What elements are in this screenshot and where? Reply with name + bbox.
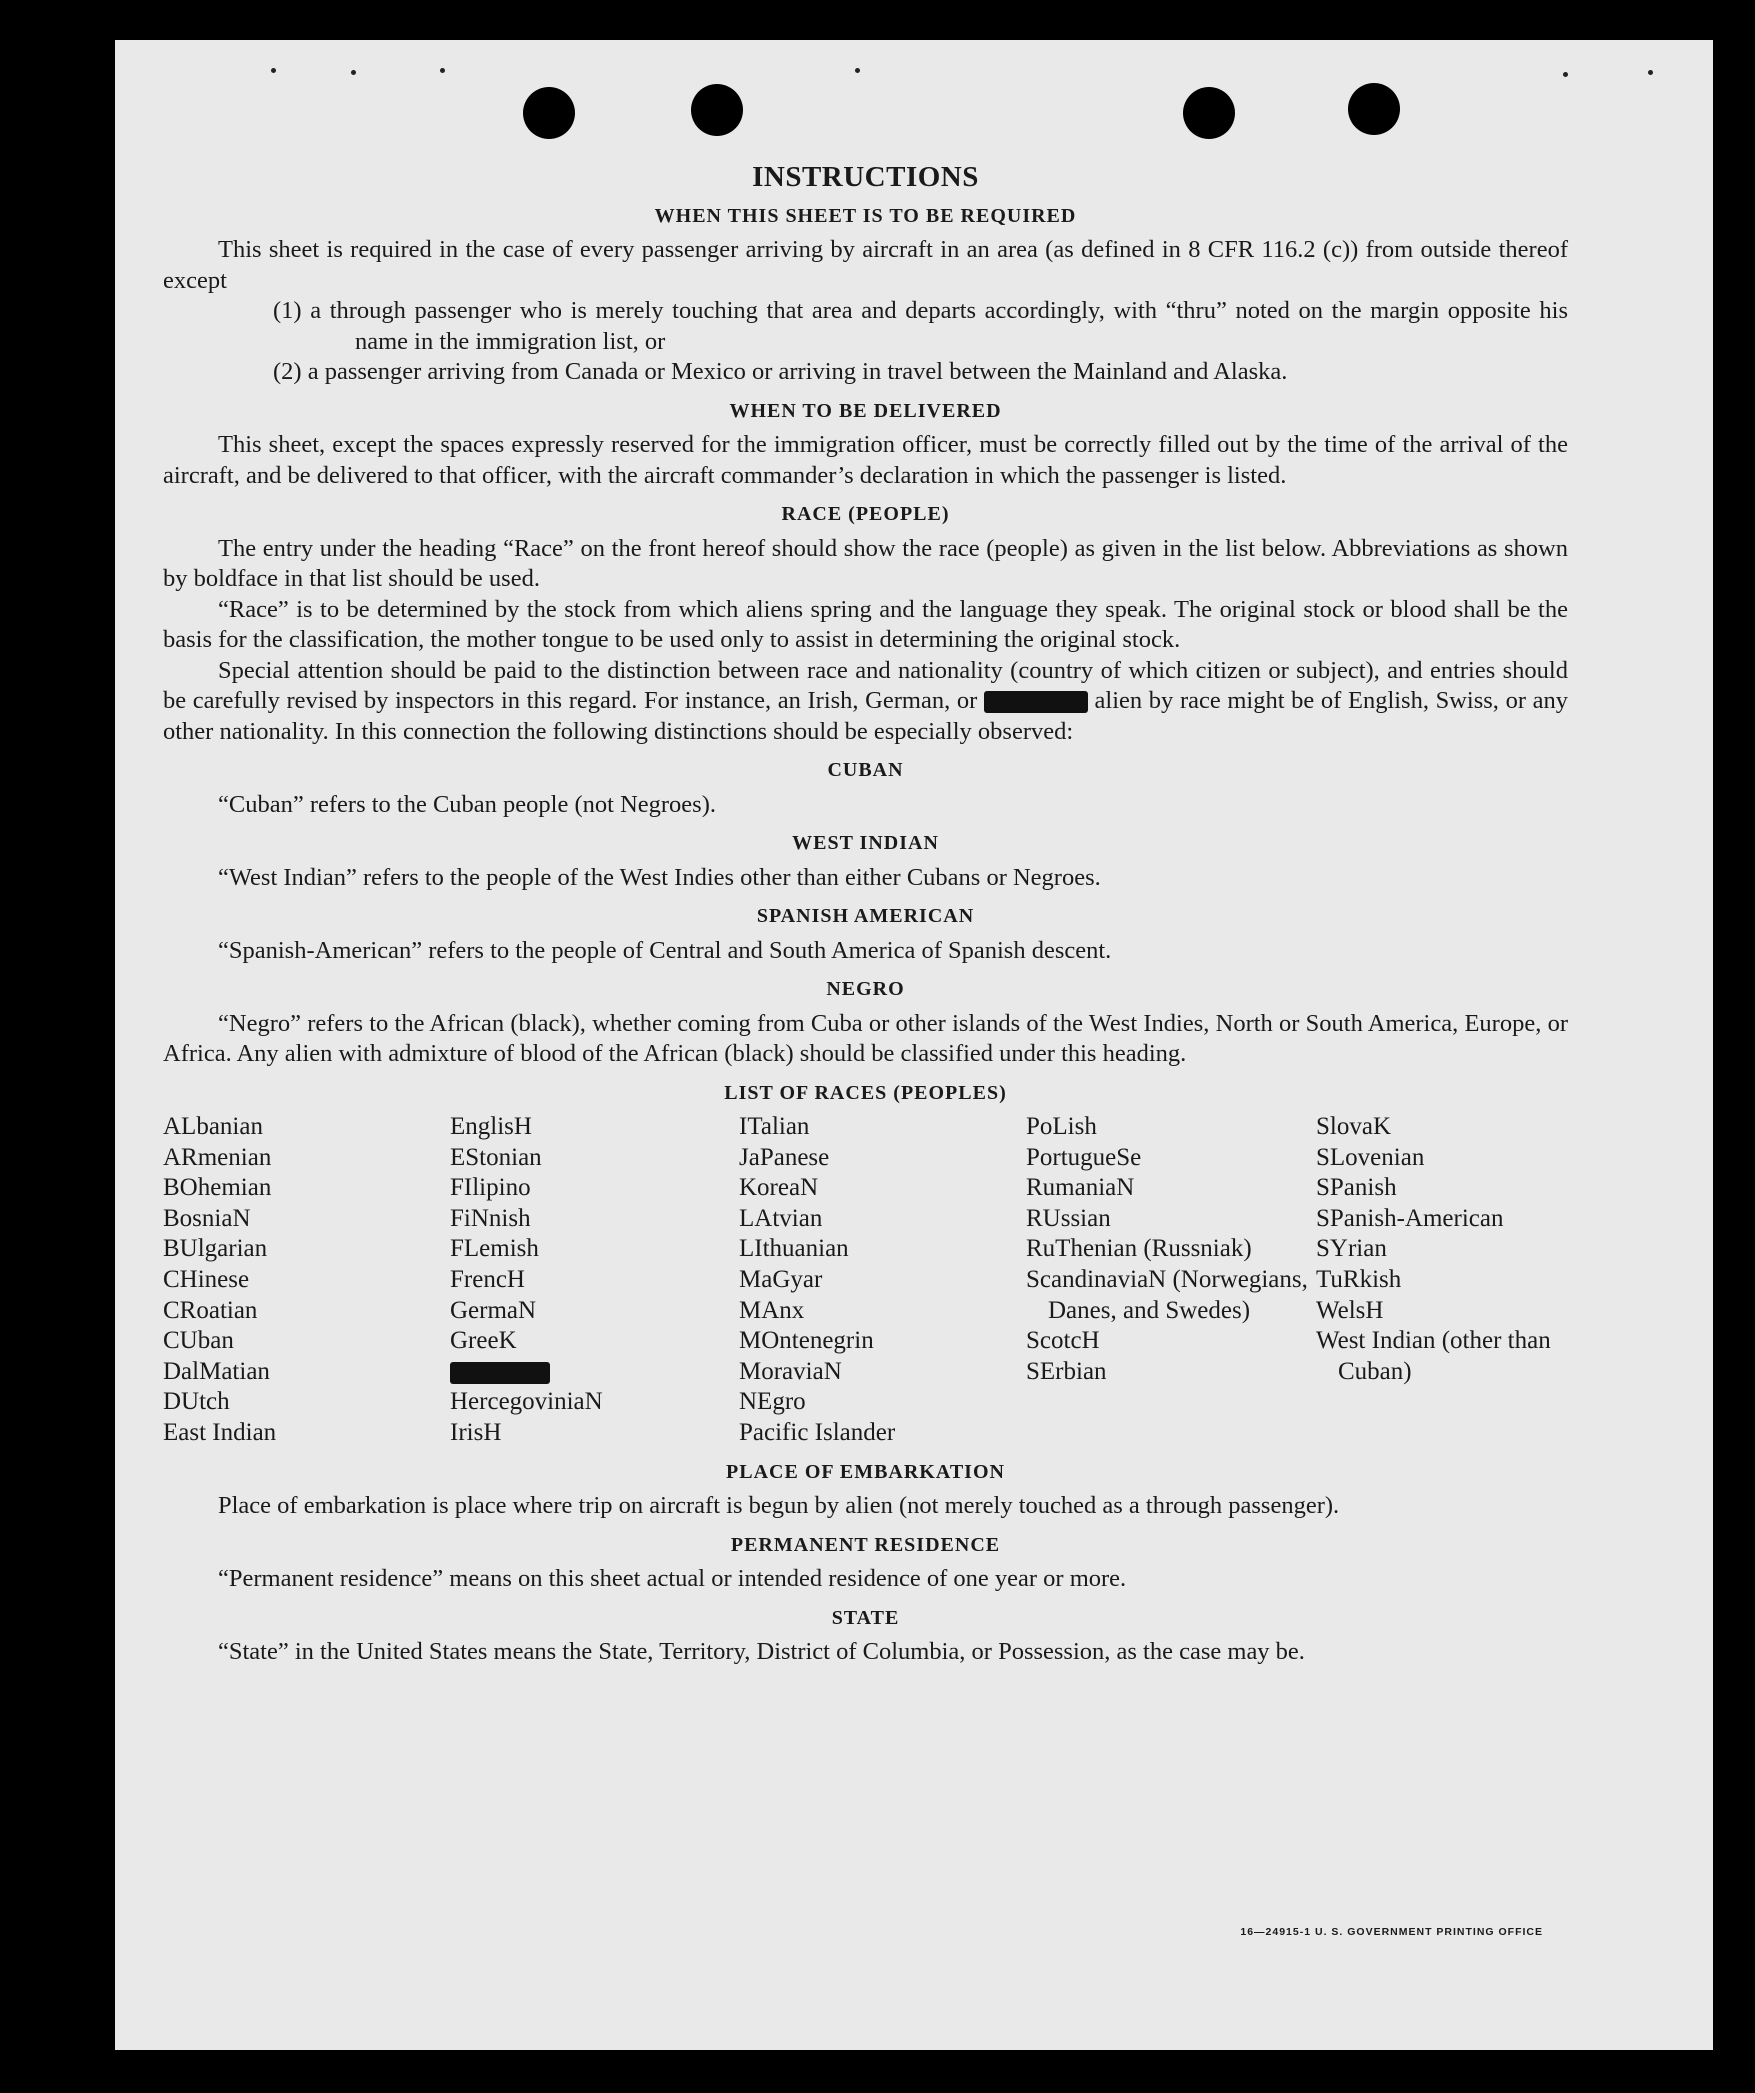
redaction-mark-list xyxy=(450,1362,550,1384)
state-text: “State” in the United States means the State, Territory, District of Columbia, or Possession, as the case may be. xyxy=(218,1638,1305,1666)
race-entry: ALbanian xyxy=(163,1113,263,1140)
races-column-4 xyxy=(1026,1112,1316,1449)
race-entry: Pacific Islander xyxy=(739,1418,896,1446)
race-entry: SYrian xyxy=(1316,1235,1387,1263)
punch-hole-4 xyxy=(1348,83,1400,135)
speck-2 xyxy=(351,70,356,75)
race-entry: SLovenian xyxy=(1316,1143,1425,1171)
embarkation-text: Place of embarkation is place where trip on aircraft is begun by alien (not merely touched as a through passenger). xyxy=(218,1492,1340,1520)
heading-when-delivered: WHEN TO BE DELIVERED xyxy=(729,399,1002,422)
race-entry: FIlipino xyxy=(450,1174,531,1202)
race-entry: PoLish xyxy=(1026,1113,1097,1140)
race-entry: EStonian xyxy=(450,1143,542,1171)
race-entry: WelsH xyxy=(1316,1296,1384,1324)
races-column-2-top xyxy=(450,1112,739,1357)
heading-embarkation: PLACE OF EMBARKATION xyxy=(726,1460,1005,1483)
race-entry: LAtvian xyxy=(739,1204,823,1232)
race-entry: East Indian xyxy=(163,1418,277,1446)
speck-4 xyxy=(855,68,860,73)
heading-list-of-races: LIST OF RACES (PEOPLES) xyxy=(724,1081,1007,1104)
races-column-1 xyxy=(163,1112,450,1449)
race-entry: SErbian xyxy=(1026,1357,1107,1385)
punch-hole-1 xyxy=(523,87,575,139)
race-entry: PortugueSe xyxy=(1026,1143,1142,1171)
punch-hole-2 xyxy=(691,84,743,136)
race-entry: HercegoviniaN xyxy=(450,1388,603,1416)
race-entry: MaGyar xyxy=(739,1265,823,1293)
exception-item-1 xyxy=(273,296,1568,357)
race-entry: IrisH xyxy=(450,1418,502,1446)
speck-5 xyxy=(1563,72,1568,77)
race-entry: TuRkish xyxy=(1316,1265,1402,1293)
race-entry: NEgro xyxy=(739,1388,806,1416)
speck-1 xyxy=(271,68,276,73)
race-entry: GermaN xyxy=(450,1296,537,1324)
race-entry: FLemish xyxy=(450,1235,539,1263)
page-title: INSTRUCTIONS xyxy=(752,161,979,193)
when-required-intro: This sheet is required in the case of every passenger arriving by aircraft in an area (as defined in 8 CFR 116.2 (c)) from outside thereof except xyxy=(163,236,1568,294)
instructions-content xyxy=(163,162,1568,1668)
printing-office-footer: 16—24915-1 U. S. GOVERNMENT PRINTING OFFICE xyxy=(1240,1926,1543,1938)
race-entry: ARmenian xyxy=(163,1143,272,1171)
races-column-2 xyxy=(450,1112,739,1449)
heading-negro: NEGRO xyxy=(826,978,905,1000)
race-entry: West Indian (other than Cuban) xyxy=(1316,1327,1551,1385)
exception-number-1: (1) xyxy=(273,297,302,324)
race-entry: CUban xyxy=(163,1327,234,1355)
race-entry: FrencH xyxy=(450,1265,525,1293)
race-entry: DalMatian xyxy=(163,1357,270,1385)
race-entry: ITalian xyxy=(739,1113,810,1140)
race-entry: FiNnish xyxy=(450,1204,531,1232)
race-entry: RumaniaN xyxy=(1026,1174,1135,1202)
redacted-race-entry xyxy=(450,1357,739,1388)
permanent-residence-text: “Permanent residence” means on this sheet actual or intended residence of one year or more. xyxy=(218,1565,1127,1593)
race-entry: MAnx xyxy=(739,1296,805,1324)
spanish-american-text: “Spanish-American” refers to the people of Central and South America of Spanish descent. xyxy=(218,936,1112,964)
redaction-mark xyxy=(984,691,1088,713)
race-entry: SPanish-American xyxy=(1316,1204,1504,1232)
race-paragraph-3 xyxy=(163,656,1568,748)
heading-cuban: CUBAN xyxy=(827,759,904,781)
heading-permanent-residence: PERMANENT RESIDENCE xyxy=(730,1533,1001,1556)
heading-spanish-american: SPANISH AMERICAN xyxy=(756,905,975,927)
heading-state: STATE xyxy=(831,1606,900,1629)
heading-when-required: WHEN THIS SHEET IS TO BE REQUIRED xyxy=(654,204,1077,227)
west-indian-text: “West Indian” refers to the people of the West Indies other than either Cubans or Negroes. xyxy=(218,863,1101,891)
race-entry: KoreaN xyxy=(739,1174,819,1202)
race-entry: RUssian xyxy=(1026,1204,1111,1232)
race-entry: CHinese xyxy=(163,1265,250,1293)
race-entry: BOhemian xyxy=(163,1174,272,1202)
race-entry: BUlgarian xyxy=(163,1235,268,1263)
race-entry: RuThenian (Russniak) xyxy=(1026,1235,1252,1263)
race-entry: ScandinaviaN (Norwegians, Danes, and Swedes) xyxy=(1026,1265,1308,1324)
race-paragraph-3-end: alien by race might be of English, Swiss, or any other nationality. In this connection the following distinctions should be especially observed: xyxy=(163,687,1568,745)
races-column-5 xyxy=(1316,1112,1568,1449)
race-entry: MoraviaN xyxy=(739,1357,842,1385)
cuban-text: “Cuban” refers to the Cuban people (not Negroes). xyxy=(218,790,716,818)
race-entry: MOntenegrin xyxy=(739,1327,874,1355)
negro-text: “Negro” refers to the African (black), whether coming from Cuba or other islands of the West Indies, North or South America, Europe, or Africa. Any alien with admixture of blood of the African (black) should be classified under this heading. xyxy=(163,1009,1568,1067)
races-column-3 xyxy=(739,1112,1026,1449)
race-entry: CRoatian xyxy=(163,1296,258,1324)
heading-race: RACE (PEOPLE) xyxy=(781,503,950,525)
race-entry: EnglisH xyxy=(450,1113,532,1140)
document-sheet xyxy=(115,40,1713,2050)
exception-text-2: a passenger arriving from Canada or Mexico or arriving in travel between the Mainland and Alaska. xyxy=(307,358,1288,385)
exception-number-2: (2) xyxy=(273,358,302,385)
race-entry: SPanish xyxy=(1316,1174,1397,1202)
race-paragraph-1: The entry under the heading “Race” on the front hereof should show the race (people) as given in the list below. Abbreviations as shown by boldface in that list should be used. xyxy=(163,534,1568,592)
races-column-2-bottom xyxy=(450,1387,739,1448)
speck-3 xyxy=(440,68,445,73)
when-delivered-text: This sheet, except the spaces expressly reserved for the immigration officer, must be correctly filled out by the time of the arrival of the aircraft, and be delivered to that officer, with the aircraft commander’s declaration in which the passenger is listed. xyxy=(163,431,1568,489)
race-paragraph-3-start: Special attention should be paid to the distinction between race and nationality (country of which citizen or subject), and entries should be carefully revised by inspectors in this regard. For instance, an Irish, German, or xyxy=(163,656,1568,714)
race-entry: GreeK xyxy=(450,1327,517,1355)
exception-text-1: a through passenger who is merely touching that area and departs accordingly, with “thru” noted on the margin opposite his name in the immigration list, or xyxy=(310,297,1568,355)
race-paragraph-2: “Race” is to be determined by the stock from which aliens spring and the language they speak. The original stock or blood shall be the basis for the classification, the mother tongue to be used only to assist in determining the original stock. xyxy=(163,595,1568,653)
races-list xyxy=(163,1112,1568,1449)
race-entry: JaPanese xyxy=(739,1143,830,1171)
punch-hole-3 xyxy=(1183,87,1235,139)
exception-item-2 xyxy=(273,357,1568,388)
heading-west-indian: WEST INDIAN xyxy=(792,832,939,854)
race-entry: ScotcH xyxy=(1026,1327,1100,1355)
speck-6 xyxy=(1648,70,1653,75)
race-entry: SlovaK xyxy=(1316,1113,1391,1140)
race-entry: DUtch xyxy=(163,1388,230,1416)
race-entry: LIthuanian xyxy=(739,1235,849,1263)
race-entry: BosniaN xyxy=(163,1204,251,1232)
